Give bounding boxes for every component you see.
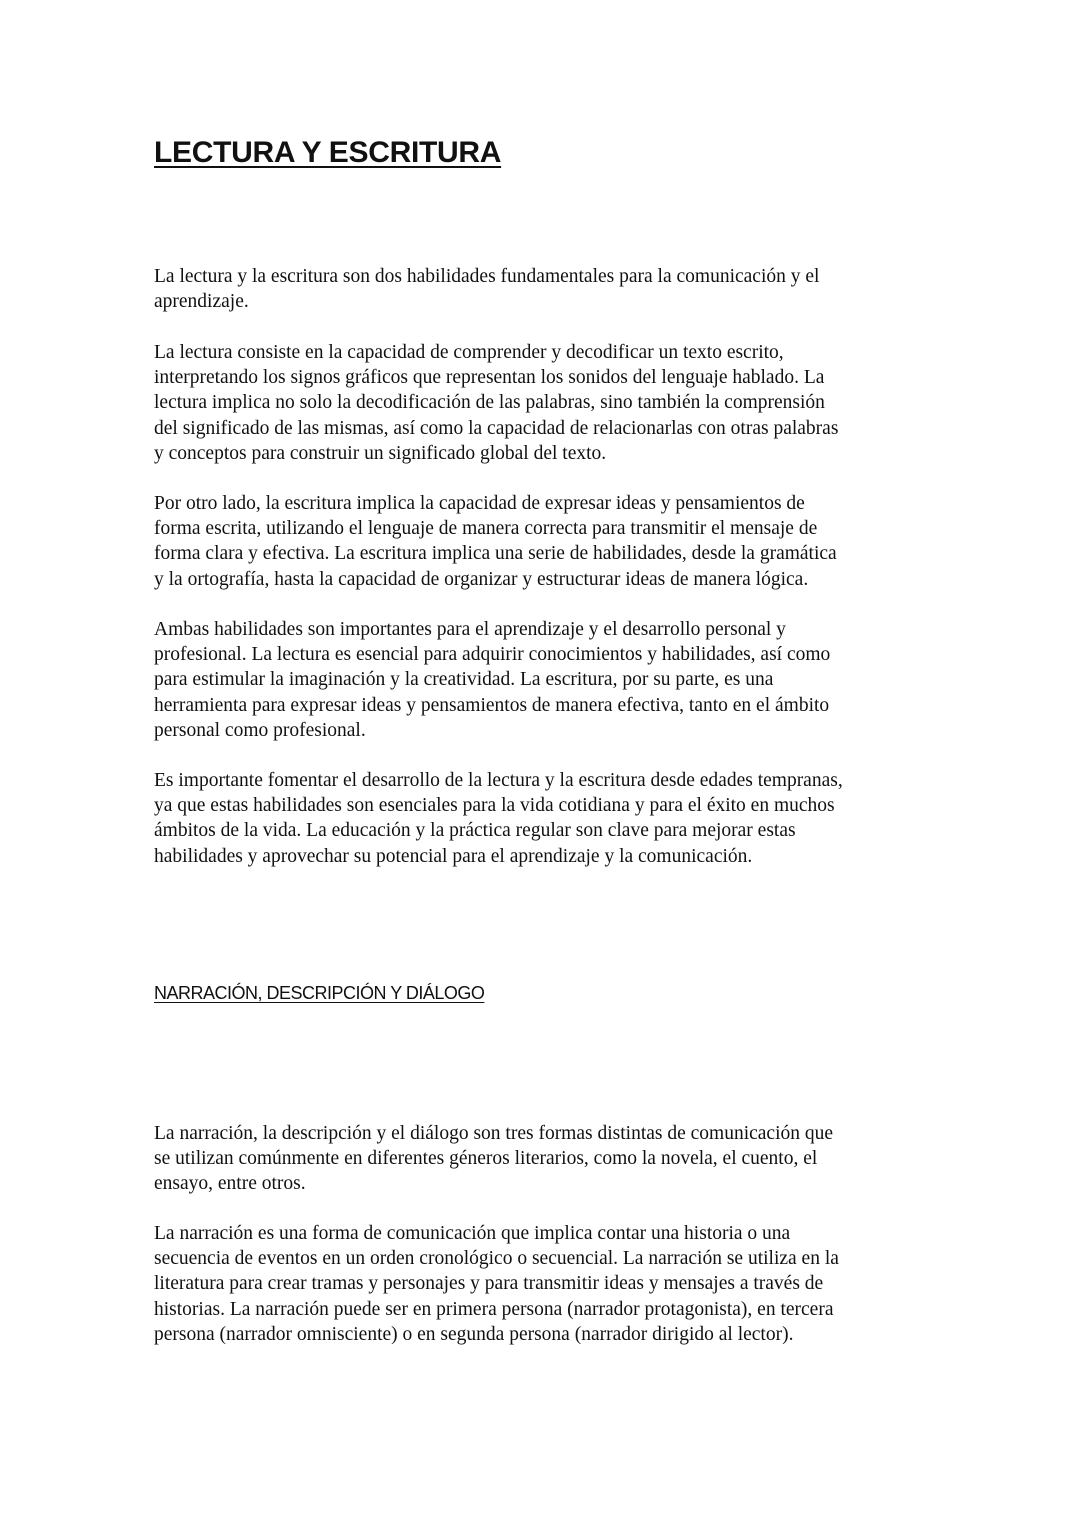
text-line: literatura para crear tramas y personajes y para transmitir ideas y mensajes a través de [154,1273,824,1295]
page-title: LECTURA Y ESCRITURA [154,136,502,169]
text-line: del significado de las mismas, así como la capacidad de relacionarlas con otras palabras [154,417,839,439]
text-line: se utilizan comúnmente en diferentes géneros literarios, como la novela, el cuento, el [154,1148,818,1170]
paragraph-narracion-intro [154,1121,944,1197]
text-line: persona (narrador omnisciente) o en segunda persona (narrador dirigido al lector). [154,1323,794,1345]
text-line: Por otro lado, la escritura implica la capacidad de expresar ideas y pensamientos de [154,493,805,514]
text-line: La narración, la descripción y el diálogo son tres formas distintas de comunicación que [154,1123,834,1144]
text-line: y conceptos para construir un significado global del texto. [154,442,607,464]
text-line: y la ortografía, hasta la capacidad de organizar y estructurar ideas de manera lógica. [154,568,809,590]
text-line: profesional. La lectura es esencial para adquirir conocimientos y habilidades, así como [154,644,831,666]
text-line: La narración es una forma de comunicación que implica contar una historia o una [154,1223,791,1244]
text-line: personal como profesional. [154,719,366,741]
text-line: Es importante fomentar el desarrollo de la lectura y la escritura desde edades tempranas, [154,770,843,791]
text-line: La lectura consiste en la capacidad de comprender y decodificar un texto escrito, [154,342,784,363]
text-line: interpretando los signos gráficos que representan los sonidos del lenguaje hablado. La [154,367,825,389]
text-line: forma escrita, utilizando el lenguaje de manera correcta para transmitir el mensaje de [154,518,818,540]
text-line: forma clara y efectiva. La escritura implica una serie de habilidades, desde la gramática [154,543,837,565]
text-line: herramienta para expresar ideas y pensamientos de manera efectiva, tanto en el ámbito [154,694,830,716]
text-line: lectura implica no solo la decodificación de las palabras, sino también la comprensión [154,392,825,414]
paragraph-ambas [154,617,944,743]
text-line: historias. La narración puede ser en primera persona (narrador protagonista), en tercera [154,1298,834,1320]
paragraph-lectura [154,340,944,466]
text-line: habilidades y aprovechar su potencial para el aprendizaje y la comunicación. [154,845,753,867]
text-line: aprendizaje. [154,291,249,313]
text-line: para estimular la imaginación y la creatividad. La escritura, por su parte, es una [154,669,774,691]
text-line: secuencia de eventos en un orden cronológico o secuencial. La narración se utiliza en la [154,1248,839,1270]
section-heading: NARRACIÓN, DESCRIPCIÓN Y DIÁLOGO [154,983,485,1003]
text-line: Ambas habilidades son importantes para el aprendizaje y el desarrollo personal y [154,619,786,640]
text-line: La lectura y la escritura son dos habilidades fundamentales para la comunicación y el [154,266,820,287]
paragraph-fomentar [154,768,944,869]
paragraph-escritura [154,491,944,592]
text-line: ensayo, entre otros. [154,1173,306,1195]
text-line: ya que estas habilidades son esenciales para la vida cotidiana y para el éxito en muchos [154,795,835,817]
text-line: ámbitos de la vida. La educación y la práctica regular son clave para mejorar estas [154,820,796,842]
paragraph-intro [154,264,944,314]
paragraph-narracion [154,1221,944,1347]
